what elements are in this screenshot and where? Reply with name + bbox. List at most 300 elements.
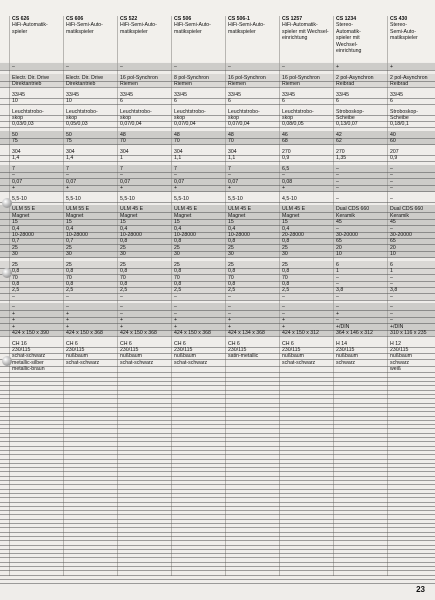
spec-cell: 0,4	[174, 225, 182, 232]
spec-cell: –	[120, 293, 123, 300]
spec-cell: 25	[174, 261, 180, 268]
spec-cell: –	[120, 310, 123, 317]
binder-hole-icon	[2, 268, 12, 278]
spec-cell: –	[336, 274, 339, 281]
column-header	[120, 16, 172, 35]
spec-cell: Leuchtstrobo-	[228, 108, 260, 115]
column-header	[282, 16, 334, 42]
spec-cell: ULM 45 E	[228, 206, 252, 213]
spec-cell: 33/45	[282, 91, 295, 98]
spec-cell: 230/115	[174, 347, 193, 353]
spec-cell: 46	[282, 132, 288, 138]
spec-cell: 270	[336, 149, 345, 155]
spec-cell: schat-schwarz	[282, 359, 316, 366]
column-header	[336, 16, 388, 54]
spec-cell: Magnet	[12, 212, 30, 219]
spec-cell: 70	[228, 274, 234, 281]
spec-cell: 0,03/0,03	[12, 121, 34, 128]
spec-cell: 5,5-10	[66, 195, 81, 202]
spec-cell: 6	[336, 261, 339, 268]
spec-cell: –	[120, 304, 123, 311]
spec-cell: Leuchtstrobo-	[120, 108, 152, 115]
spec-cell: +	[12, 310, 16, 317]
spec-cell: 424 x 150 x 368	[120, 330, 157, 336]
model-description: Automatik-	[336, 28, 361, 35]
spec-cell: Magnet	[174, 212, 192, 219]
blank-rule	[0, 385, 435, 386]
row-rule	[0, 257, 435, 258]
spec-cell: 2,5	[120, 287, 128, 294]
spec-cell: 65	[390, 238, 396, 245]
spec-cell: 230/115	[12, 347, 31, 353]
spec-cell: skop	[282, 115, 293, 121]
model-name: CS 626	[12, 16, 30, 22]
spec-cell: 0,4	[66, 225, 74, 232]
spec-cell: 0,4	[12, 225, 20, 232]
spec-cell: 50	[12, 132, 18, 138]
spec-cell: 0,7	[12, 238, 20, 245]
spec-cell: –	[228, 64, 231, 70]
model-description: Stereo-	[390, 22, 408, 29]
spec-cell: Scheibe	[336, 115, 355, 121]
spec-cell: 10-28000	[228, 232, 250, 238]
spec-cell: 0,8	[174, 268, 182, 275]
model-description: HiFi-Automatik-	[282, 22, 318, 29]
spec-cell: 45	[336, 219, 342, 226]
blank-rule	[0, 502, 435, 503]
spec-cell: +	[120, 323, 124, 330]
spec-cell: 5,5-10	[12, 195, 27, 202]
spec-cell: –	[120, 172, 123, 179]
spec-cell: 33/45	[66, 91, 79, 98]
spec-cell: schat-schwarz	[120, 359, 154, 366]
spec-cell: 7	[66, 166, 69, 172]
spec-cell: 0,8	[120, 238, 128, 245]
spec-cell: 230/115	[336, 347, 355, 353]
spec-cell: 0,07	[120, 178, 131, 185]
spec-cell: –	[390, 225, 393, 232]
spec-cell: +/DIN	[336, 323, 350, 330]
spec-cell: –	[390, 304, 393, 311]
spec-cell: –	[336, 185, 339, 192]
spec-cell: +	[66, 310, 70, 317]
spec-cell: 33/45	[228, 91, 241, 98]
spec-cell: 25	[174, 244, 180, 251]
spec-cell: 25	[66, 244, 72, 251]
spec-cell: 0,8	[120, 268, 128, 275]
spec-cell: Reibrad	[390, 81, 409, 87]
spec-cell: Magnet	[282, 212, 300, 219]
column-header	[390, 16, 435, 42]
row-rule	[0, 366, 435, 367]
row-rule	[0, 336, 435, 337]
spec-cell: 0,05/0,03	[66, 121, 88, 128]
spec-cell: 70	[174, 274, 180, 281]
row-rule	[0, 161, 435, 162]
spec-cell: +	[282, 185, 286, 192]
spec-cell: 6	[336, 98, 339, 104]
spec-cell: 33/45	[174, 91, 187, 98]
blank-rule	[0, 420, 435, 421]
spec-cell: –	[390, 185, 393, 192]
spec-cell: –	[66, 304, 69, 311]
spec-cell: –	[174, 172, 177, 179]
spec-cell: 304	[12, 149, 21, 155]
blank-rule	[0, 566, 435, 567]
row-rule	[0, 191, 435, 192]
blank-rule	[0, 562, 435, 563]
blank-rule	[0, 424, 435, 425]
spec-cell: 30	[174, 251, 180, 258]
spec-cell: weiß	[390, 366, 401, 373]
spec-cell: nußbaum	[336, 353, 358, 360]
spec-cell: 70	[120, 274, 126, 281]
spec-cell: 10	[66, 98, 72, 104]
blank-rule	[0, 446, 435, 447]
spec-cell: 1,1	[228, 155, 236, 162]
spec-cell: Riemen	[228, 81, 246, 87]
spec-cell: 0,8	[12, 281, 20, 287]
spec-cell: schwarz	[336, 359, 356, 366]
spec-cell: –	[228, 310, 231, 317]
spec-cell: 48	[174, 132, 180, 138]
spec-cell: 33/45	[336, 91, 349, 98]
spec-cell: –	[66, 293, 69, 300]
spec-cell: –	[390, 317, 393, 324]
spec-cell: 6	[120, 98, 123, 104]
column-header	[228, 16, 280, 35]
spec-cell: CH 6	[66, 340, 78, 347]
blank-rule	[0, 450, 435, 451]
spec-cell: 45	[390, 219, 396, 226]
spec-cell: 30	[282, 251, 288, 258]
spec-cell: –	[12, 172, 15, 179]
model-name: CS 1234	[336, 16, 357, 22]
spec-cell: 10	[336, 251, 342, 258]
spec-cell: +	[120, 317, 124, 324]
spec-cell: +	[228, 317, 232, 324]
spec-cell: 25	[282, 261, 288, 268]
blank-rule	[0, 489, 435, 490]
blank-rule	[0, 506, 435, 507]
blank-rule	[0, 433, 435, 434]
spec-cell: 230/115	[66, 347, 85, 353]
spec-cell: 230/115	[390, 347, 409, 353]
spec-cell: 16 pol-Synchron	[282, 74, 320, 81]
spec-cell: 15	[12, 219, 18, 226]
spec-cell: H 12	[390, 340, 401, 347]
spec-cell: 0,8	[174, 238, 182, 245]
model-description: HiFi-Semi-Auto-	[174, 22, 211, 29]
spec-cell: 7	[228, 166, 231, 172]
spec-cell: +	[336, 64, 340, 70]
spec-cell: –	[336, 166, 339, 172]
spec-cell: 6	[174, 98, 177, 104]
spec-cell: schat-schwarz	[66, 359, 100, 366]
spec-cell: 0,8	[282, 281, 290, 287]
spec-cell: 0,18/0,1	[390, 121, 409, 128]
spec-cell: 70	[66, 274, 72, 281]
spec-cell: +	[174, 185, 178, 192]
spec-cell: 0,4	[120, 225, 128, 232]
spec-cell: nußbaum	[282, 353, 304, 360]
model-name: CS 1257	[282, 16, 303, 22]
spec-cell: Magnet	[120, 212, 138, 219]
spec-cell: 0,8	[66, 268, 74, 275]
spec-cell: CH 16	[12, 340, 27, 347]
spec-cell: 2,5	[282, 287, 290, 294]
blank-rule	[0, 394, 435, 395]
spec-cell: Dual CDS 660	[390, 206, 424, 213]
spec-cell: 2,5	[12, 287, 20, 294]
spec-cell: +	[12, 317, 16, 324]
spec-cell: 230/115	[228, 347, 247, 353]
spec-cell: metallic-braun	[12, 366, 45, 373]
spec-cell: 30	[66, 251, 72, 258]
spec-cell: 33/45	[12, 91, 25, 98]
row-rule	[0, 70, 435, 71]
spec-cell: 20	[336, 244, 342, 251]
spec-cell: 10	[12, 98, 18, 104]
spec-cell: 25	[228, 244, 234, 251]
model-description: einrichtung	[336, 48, 362, 55]
spec-cell: skop	[12, 115, 23, 121]
row-rule	[0, 87, 435, 88]
model-description: Wechsel-	[336, 41, 358, 48]
blank-rule	[0, 527, 435, 528]
model-description: matikspieler	[120, 28, 148, 35]
spec-cell: 6	[390, 261, 393, 268]
column-header	[12, 16, 64, 35]
spec-cell: 0,8	[228, 238, 236, 245]
spec-cell: –	[336, 304, 339, 311]
spec-cell: Direktantrieb	[66, 81, 96, 87]
blank-rule	[0, 540, 435, 541]
spec-cell: Riemen	[282, 81, 300, 87]
model-description: HiFi-Automatik-	[12, 22, 48, 29]
model-name: CS 506-1	[228, 16, 250, 22]
spec-cell: ULM 45 E	[120, 206, 144, 213]
spec-cell: Leuchtstrobo-	[66, 108, 98, 115]
spec-cell: 50	[66, 132, 72, 138]
spec-cell: Dual CDS 660	[336, 206, 370, 213]
blank-rule	[0, 454, 435, 455]
blank-rule	[0, 390, 435, 391]
spec-cell: –	[282, 304, 285, 311]
model-description: Semi-Auto-	[390, 28, 416, 35]
spec-cell: 1	[336, 268, 339, 275]
spec-cell: 15	[120, 219, 126, 226]
spec-cell: +	[66, 185, 70, 192]
spec-cell: 304	[120, 149, 129, 155]
spec-cell: Leuchtstrobo-	[174, 108, 206, 115]
spec-cell: +	[282, 317, 286, 324]
model-description: spieler mit	[336, 35, 360, 42]
spec-cell: 6,5	[282, 166, 290, 172]
spec-cell: nußbaum	[174, 353, 196, 360]
spec-cell: 0,7	[66, 238, 74, 245]
model-description: matikspieler	[66, 28, 94, 35]
spec-cell: +	[174, 317, 178, 324]
spec-cell: Magnet	[228, 212, 246, 219]
spec-cell: 15	[228, 219, 234, 226]
blank-rule	[0, 381, 435, 382]
spec-cell: +	[12, 185, 16, 192]
spec-cell: Electr. Dir. Drive	[12, 74, 50, 81]
spec-cell: Direktantrieb	[12, 81, 42, 87]
spec-cell: 0,07/0,04	[228, 121, 250, 128]
spec-cell: +	[390, 64, 394, 70]
spec-cell: 424 x 150 x 368	[66, 330, 103, 336]
spec-cell: Stroboskop-	[390, 108, 418, 115]
spec-cell: –	[390, 172, 393, 179]
spec-cell: schwarz	[390, 359, 410, 366]
column-header	[174, 16, 226, 35]
spec-cell: 364 x 146 x 312	[336, 330, 373, 336]
model-name: CS 430	[390, 16, 408, 22]
row-rule	[0, 104, 435, 105]
spec-cell: +	[282, 323, 286, 330]
spec-cell: satin-metallic	[228, 353, 259, 360]
model-description: matikspieler	[390, 35, 418, 42]
model-name: CS 606	[66, 16, 84, 22]
spec-cell: 0,4	[228, 225, 236, 232]
model-description: matikspieler	[174, 28, 202, 35]
spec-cell: +	[336, 310, 340, 317]
spec-cell: –	[228, 172, 231, 179]
blank-rule	[0, 459, 435, 460]
spec-cell: –	[12, 293, 15, 300]
spec-cell: 70	[12, 274, 18, 281]
spec-cell: 16 pol-Synchron	[120, 74, 158, 81]
spec-cell: 20	[390, 244, 396, 251]
spec-cell: 10-28000	[174, 232, 196, 238]
spec-cell: Keramik	[390, 212, 410, 219]
spec-cell: 310 x 116 x 235	[390, 330, 427, 336]
spec-cell: –	[336, 293, 339, 300]
model-name: CS 506	[174, 16, 192, 22]
spec-cell: metallic-silber	[12, 359, 44, 366]
spec-cell: 48	[228, 132, 234, 138]
spec-cell: –	[228, 304, 231, 311]
spec-cell: 70	[282, 274, 288, 281]
spec-cell: –	[390, 166, 393, 172]
spec-cell: 0,8	[228, 281, 236, 287]
spec-cell: 5,5-10	[228, 195, 243, 202]
spec-cell: 25	[12, 244, 18, 251]
spec-cell: 0,8	[66, 281, 74, 287]
model-description: Stereo-	[336, 22, 354, 29]
blank-rule	[0, 471, 435, 472]
spec-cell: –	[390, 274, 393, 281]
spec-cell: 0,07/0,04	[120, 121, 142, 128]
row-rule	[0, 300, 435, 301]
model-description: spieler mit Wechsel-	[282, 28, 329, 35]
spec-cell: 16 pol-Synchron	[228, 74, 266, 81]
spec-cell: ULM 45 E	[174, 206, 198, 213]
spec-cell: 424 x 150 x 368	[174, 330, 211, 336]
blank-rule	[0, 545, 435, 546]
spec-cell: 0,07/0,04	[174, 121, 196, 128]
spec-cell: 33/45	[390, 91, 403, 98]
spec-cell: Reibrad	[336, 81, 355, 87]
spec-cell: +	[66, 317, 70, 324]
blank-rule	[0, 570, 435, 571]
spec-cell: –	[390, 310, 393, 317]
spec-cell: –	[336, 178, 339, 185]
spec-cell: 0,07	[174, 178, 185, 185]
spec-cell: 304	[228, 149, 237, 155]
spec-cell: 0,07	[66, 178, 77, 185]
blank-rule	[0, 536, 435, 537]
spec-cell: –	[282, 293, 285, 300]
spec-cell: 6	[390, 98, 393, 104]
row-rule	[0, 202, 435, 203]
spec-cell: 6	[228, 98, 231, 104]
spec-cell: 230/115	[282, 347, 301, 353]
spec-cell: 3,8	[336, 287, 344, 294]
row-rule	[0, 127, 435, 128]
spec-cell: 424 x 134 x 368	[228, 330, 265, 336]
spec-cell: Keramik	[336, 212, 356, 219]
spec-cell: Riemen	[120, 81, 138, 87]
spec-cell: skop	[228, 115, 239, 121]
row-rule	[0, 372, 435, 373]
spec-cell: –	[174, 293, 177, 300]
spec-cell: 2 pol-Asynchron	[390, 74, 428, 81]
blank-rule	[0, 484, 435, 485]
spec-cell: +	[120, 185, 124, 192]
blank-rule	[0, 463, 435, 464]
spec-cell: 70	[120, 138, 126, 145]
spec-cell: –	[12, 64, 15, 70]
spec-cell: +	[228, 323, 232, 330]
spec-cell: 62	[336, 138, 342, 145]
spec-cell: 8 pol-Synchron	[174, 74, 209, 81]
spec-cell: 25	[120, 244, 126, 251]
spec-cell: schat-schwarz	[12, 353, 46, 360]
spec-cell: 270	[282, 149, 291, 155]
blank-rule	[0, 583, 435, 584]
blank-rule	[0, 428, 435, 429]
spec-cell: 7	[174, 166, 177, 172]
spec-cell: 0,4	[282, 225, 290, 232]
binder-hole-icon	[2, 198, 12, 208]
blank-rule	[0, 532, 435, 533]
spec-cell: CH 6	[228, 340, 240, 347]
spec-cell: 30	[120, 251, 126, 258]
spec-cell: 4,5-10	[282, 195, 297, 202]
spec-cell: 1	[120, 155, 123, 162]
blank-rule	[0, 403, 435, 404]
spec-cell: 42	[336, 132, 342, 138]
spec-cell: 7	[120, 166, 123, 172]
blank-rule	[0, 553, 435, 554]
spec-cell: 30-20000	[390, 232, 412, 238]
blank-rule	[0, 510, 435, 511]
blank-rule	[0, 476, 435, 477]
spec-cell: 60	[390, 138, 396, 145]
spec-cell: 70	[174, 138, 180, 145]
blank-rule	[0, 441, 435, 442]
spec-cell: 0,9	[390, 155, 398, 162]
spec-cell: –	[174, 304, 177, 311]
spec-cell: +	[228, 185, 232, 192]
blank-rule	[0, 407, 435, 408]
spec-cell: 0,13/0,07	[336, 121, 358, 128]
blank-rule	[0, 480, 435, 481]
spec-cell: ULM 55 E	[66, 206, 90, 213]
